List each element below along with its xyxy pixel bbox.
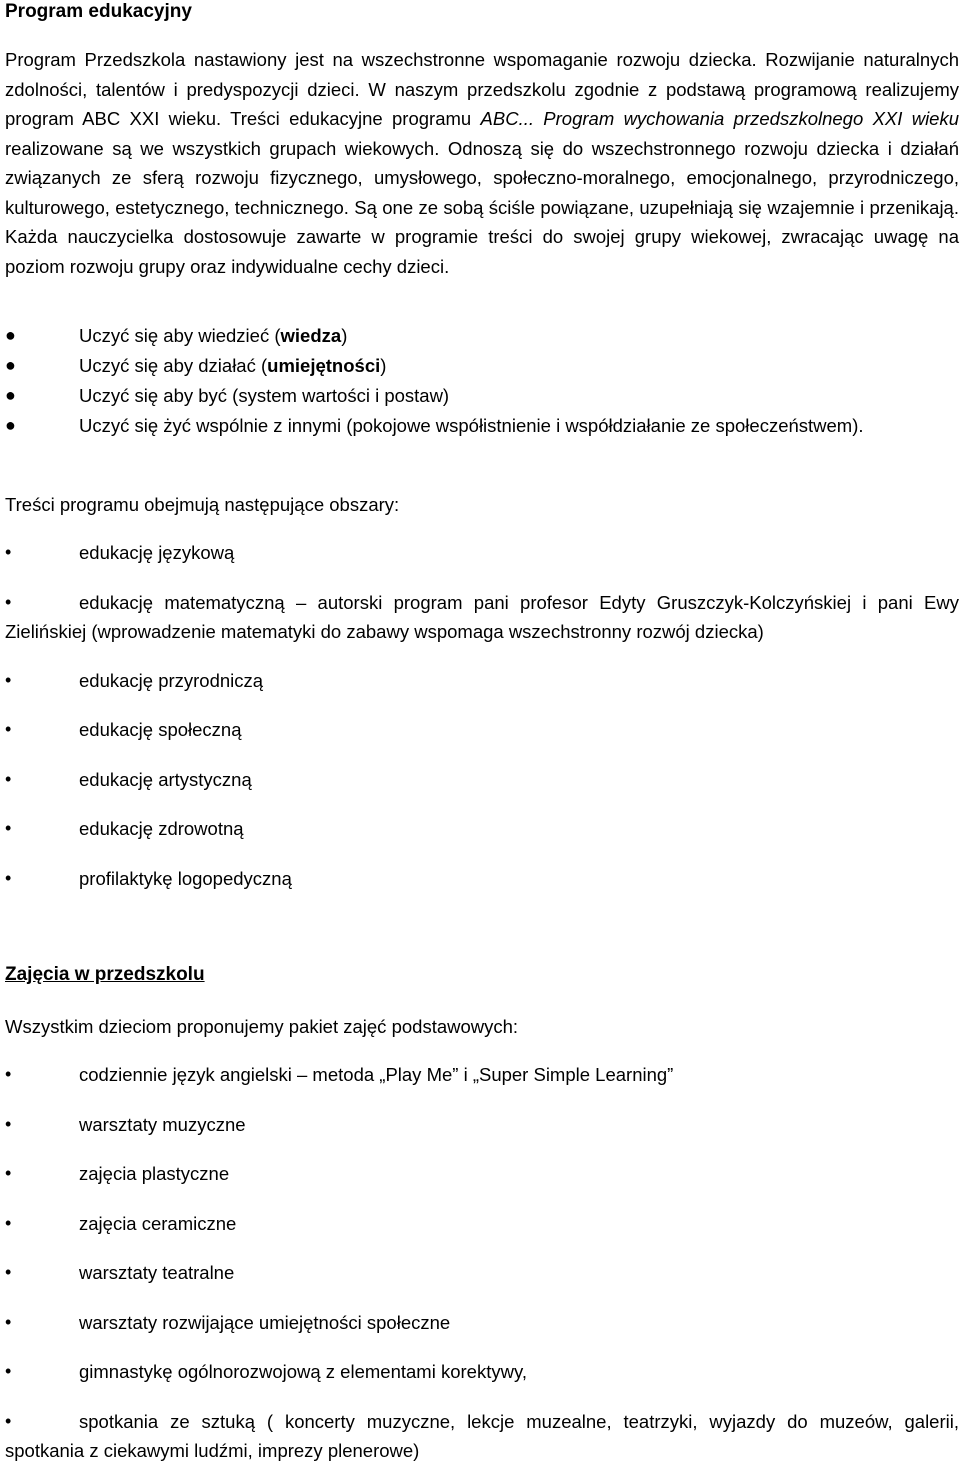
area-text: edukację matematyczną – autorski program pani profesor Edyty Gruszczyk-Kolczyńskiej i pani Ewy Zielińskiej (wprowadzenie matematyki do zabawy wspomaga wszechstronny rozwój dziecka) (5, 591, 959, 642)
list-item (0, 411, 960, 471)
bullet-icon: • (5, 1064, 12, 1084)
bullet-icon: • (5, 768, 12, 789)
activity-text: gimnastykę ogólnorozwojową z elementami korektywy, (79, 1361, 527, 1382)
section-title-zajecia: Zajęcia w przedszkolu (5, 964, 205, 985)
activity-text: spotkania ze sztuką ( koncerty muzyczne, lekcje muzealne, teatrzyki, wyjazdy do muzeów, galerii, spotkania z ciekawymi ludźmi, imprezy plenerowe) (5, 1410, 959, 1461)
goal-text: Uczyć się aby działać ( (79, 355, 268, 376)
bullet-icon: • (5, 1163, 12, 1183)
area-text: edukację społeczną (79, 719, 242, 740)
goal-text: Uczyć się aby wiedzieć ( (79, 325, 281, 346)
list-item (0, 321, 960, 351)
bullet-icon: ● (5, 415, 16, 435)
goal-keyword: umiejętności (267, 355, 381, 376)
activity-text: warsztaty muzyczne (79, 1113, 246, 1135)
goal-text-end: ) (380, 355, 387, 376)
list-item (0, 588, 960, 666)
bullet-icon: • (5, 1212, 12, 1233)
bullet-icon: • (5, 542, 12, 562)
activity-text: codziennie język angielski – metoda „Play Me” i „Super Simple Learning” (79, 1064, 674, 1085)
goal-keyword: wiedza (280, 325, 342, 346)
bullet-icon: ● (5, 355, 16, 375)
bullet-icon: • (5, 1113, 12, 1134)
list-item (0, 864, 960, 914)
areas-intro-text: Treści programu obejmują następujące obszary: (5, 494, 400, 515)
area-text: edukację artystyczną (79, 768, 252, 790)
list-item (0, 666, 960, 716)
activity-text: zajęcia plastyczne (79, 1163, 230, 1184)
area-text: edukację zdrowotną (79, 818, 244, 839)
zajecia-intro-text: Wszystkim dzieciom proponujemy pakiet zajęć podstawowych: (5, 1016, 519, 1037)
bullet-icon: • (5, 591, 12, 612)
list-item (0, 351, 960, 381)
list-item (0, 1407, 960, 1467)
activities-list (0, 1060, 960, 1467)
list-item (0, 1357, 960, 1407)
goal-text: Uczyć się aby być (system wartości i postaw) (79, 385, 450, 406)
goal-text: Uczyć się żyć wspólnie z innymi (pokojowe współistnienie i współdziałanie ze społeczeństwem). (79, 415, 864, 436)
program-areas-list (0, 538, 960, 913)
bullet-icon: • (5, 1262, 12, 1282)
learning-goals-list (0, 321, 960, 471)
list-item (0, 381, 960, 411)
area-text: profilaktykę logopedyczną (79, 867, 292, 889)
list-item (0, 715, 960, 765)
bullet-icon: • (5, 1311, 12, 1332)
intro-text-italic: ABC... Program wychowania przedszkolnego XXI wieku (480, 108, 960, 129)
list-item (0, 765, 960, 815)
area-text: edukację przyrodniczą (79, 669, 264, 691)
intro-text-part1: Program Przedszkola nastawiony jest na wszechstronne wspomaganie rozwoju dziecka. Rozwijanie naturalnych zdolności, talentów i predyspozycji dzieci. W naszym przedszkolu zgodnie z podstawą programową realizujemy program ABC XXI wieku. Treści edukacyjne programu (5, 49, 959, 129)
list-item (0, 814, 960, 864)
bullet-icon: • (5, 1410, 12, 1431)
bullet-icon: ● (5, 325, 16, 345)
bullet-icon: • (5, 867, 12, 888)
area-text: edukację językową (79, 542, 235, 563)
list-item (0, 1308, 960, 1358)
activity-text: zajęcia ceramiczne (79, 1212, 237, 1234)
activity-text: warsztaty rozwijające umiejętności społeczne (79, 1311, 451, 1333)
bullet-icon: • (5, 1361, 12, 1381)
list-item (0, 1159, 960, 1209)
intro-text-part2: realizowane są we wszystkich grupach wiekowych. Odnoszą się do wszechstronnego rozwoju dziecka i działań związanych ze sferą rozwoju fizycznego, umysłowego, społeczno-moralnego, emocjonalnego, przyrodniczego, kulturowego, estetycznego, technicznego. Są one ze sobą ściśle powiązane, uzupełniają się wzajemnie i przenikają. Każda nauczycielka dostosowuje zawarte w programie treści do swojej grupy wiekowej, zwracając uwagę na poziom rozwoju grupy oraz indywidualne cechy dzieci. (5, 137, 959, 277)
section-title-program: Program edukacyjny (5, 1, 192, 22)
list-item (0, 1110, 960, 1160)
goal-text-end: ) (341, 325, 348, 346)
bullet-icon: • (5, 719, 12, 739)
list-item (0, 1209, 960, 1259)
program-intro-paragraph (5, 45, 959, 281)
activity-text: warsztaty teatralne (79, 1262, 235, 1283)
list-item (0, 1258, 960, 1308)
bullet-icon: • (5, 818, 12, 838)
list-item (0, 538, 960, 588)
bullet-icon: • (5, 669, 12, 690)
bullet-icon: ● (5, 385, 16, 405)
list-item (0, 1060, 960, 1110)
